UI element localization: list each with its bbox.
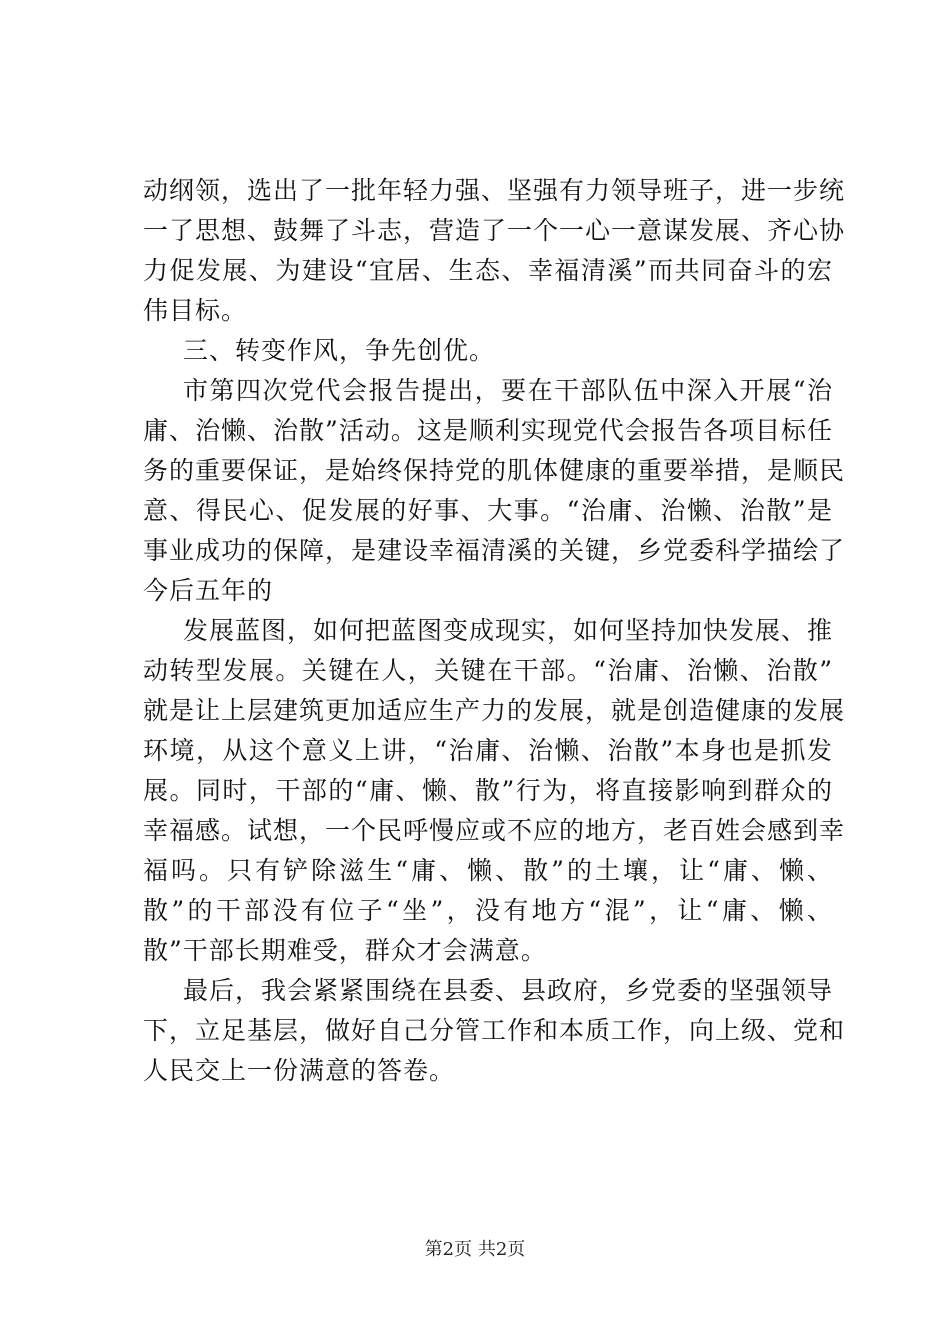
text-line: 市第四次党代会报告提出，要在干部队伍中深入开展“治	[183, 376, 833, 405]
text-line: 下，立足基层，做好自己分管工作和本质工作，向上级、党和	[143, 1016, 846, 1045]
text-line: 务的重要保证，是始终保持党的肌体健康的重要举措，是顺民	[143, 456, 846, 485]
text-line: 环境，从这个意义上讲，“治庸、治懒、治散”本身也是抓发	[143, 736, 833, 765]
text-line: 福吗。只有铲除滋生“庸、懒、散”的土壤，让“庸、懒、	[143, 856, 833, 885]
text-line: 就是让上层建筑更加适应生产力的发展，就是创造健康的发展	[143, 696, 846, 725]
text-line: 散”干部长期难受，群众才会满意。	[143, 936, 547, 965]
text-line: 动转型发展。关键在人，关键在干部。“治庸、治懒、治散”	[143, 656, 833, 685]
text-line: 最后，我会紧紧围绕在县委、县政府，乡党委的坚强领导	[183, 976, 834, 1005]
text-line: 事业成功的保障，是建设幸福清溪的关键，乡党委科学描绘了	[143, 536, 846, 565]
text-line: 意、得民心、促发展的好事、大事。“治庸、治懒、治散”是	[143, 496, 833, 525]
text-line: 动纲领，选出了一批年轻力强、坚强有力领导班子，进一步统	[143, 176, 846, 205]
page-footer: 第2页 共2页	[424, 1239, 526, 1260]
text-line: 一了思想、鼓舞了斗志，营造了一个一心一意谋发展、齐心协	[143, 216, 846, 245]
text-line: 三、转变作风，争先创优。	[183, 336, 496, 365]
text-line: 幸福感。试想，一个民呼慢应或不应的地方，老百姓会感到幸	[143, 816, 846, 845]
text-line: 散”的干部没有位子“坐”，没有地方“混”，让“庸、懒、	[143, 896, 833, 925]
text-line: 展。同时，干部的“庸、懒、散”行为，将直接影响到群众的	[143, 776, 833, 805]
document-body	[143, 171, 846, 1091]
text-line: 人民交上一份满意的答卷。	[143, 1056, 456, 1085]
text-line: 力促发展、为建设“宜居、生态、幸福清溪”而共同奋斗的宏	[143, 256, 833, 285]
text-line: 发展蓝图，如何把蓝图变成现实，如何坚持加快发展、推	[183, 616, 834, 645]
text-line: 庸、治懒、治散”活动。这是顺利实现党代会报告各项目标任	[143, 416, 833, 445]
text-line: 伟目标。	[143, 296, 248, 325]
text-line: 今后五年的	[143, 576, 274, 605]
